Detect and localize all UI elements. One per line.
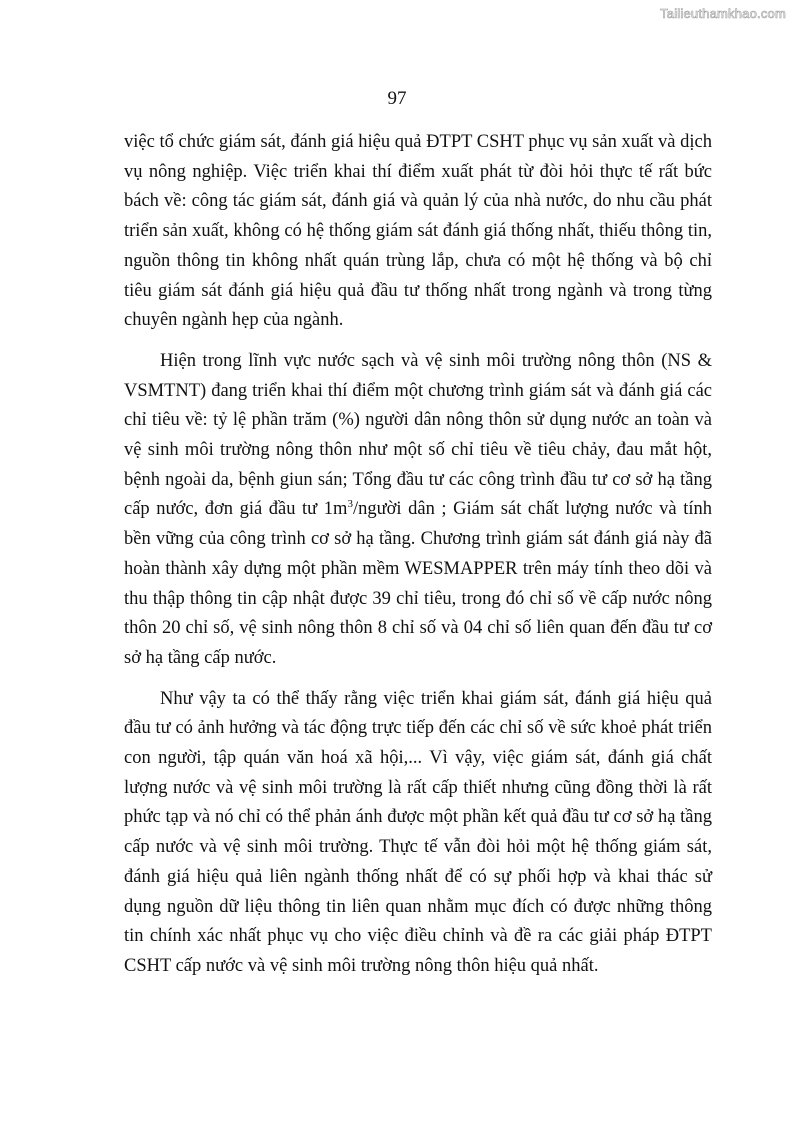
paragraph-1: việc tổ chức giám sát, đánh giá hiệu quả ĐTPT CSHT phục vụ sản xuất và dịch vụ nông nghiệp. Việc triển khai thí điểm xuất phát từ đòi hỏi thực tế rất bức bách về: công tác giám sát, đánh giá và quản lý của nhà nước, do nhu cầu phát triển sản xuất, không có hệ thống giám sát đánh giá thống nhất, thiếu thông tin, nguồn thông tin không nhất quán trùng lắp, chưa có một hệ thống và bộ chỉ tiêu giám sát đánh giá hiệu quả đầu tư thống nhất trong ngành và trong từng chuyên ngành hẹp của ngành. [124, 132, 712, 331]
paragraph-3: Như vậy ta có thể thấy rằng việc triển khai giám sát, đánh giá hiệu quả đầu tư có ảnh hưởng và tác động trực tiếp đến các chỉ số về sức khoẻ phát triển con người, tập quán văn hoá xã hội,... Vì vậy, việc giám sát, đánh giá chất lượng nước và vệ sinh môi trường là rất cấp thiết nhưng cũng đồng thời là rất phức tạp và nó chỉ có thể phản ánh được một phần kết quả đầu tư cơ sở hạ tầng cấp nước và vệ sinh môi trường. Thực tế vẫn đòi hỏi một hệ thống giám sát, đánh giá hiệu quả liên ngành thống nhất để có sự phối hợp và khai thác sử dụng nguồn dữ liệu thông tin liên quan nhằm mục đích có được những thông tin chính xác nhất phục vụ cho việc điều chỉnh và đề ra các giải pháp ĐTPT CSHT cấp nước và vệ sinh môi trường nông thôn hiệu quả nhất. [124, 688, 712, 976]
source-watermark: Tailieuthamkhao.com [660, 6, 786, 21]
paragraph-2-text-b: /người dân ; Giám sát chất lượng nước và tính bền vững của công trình cơ sở hạ tầng. Chương trình giám sát đánh giá này đã hoàn thành xây dựng một phần mềm WESMAPPER trên máy tính theo dõi và thu thập thông tin cập nhật được 39 chỉ tiêu, trong đó chỉ số về cấp nước nông thôn 20 chỉ số, vệ sinh nông thôn 8 chỉ số và 04 chỉ số liên quan đến đầu tư cơ sở hạ tầng cấp nước. [124, 499, 712, 668]
paragraph-2 [124, 347, 712, 674]
page-number: 97 [387, 88, 407, 109]
cubic-superscript: 3 [347, 498, 353, 511]
paragraph-2-text-a: Hiện trong lĩnh vực nước sạch và vệ sinh môi trường nông thôn (NS & VSMTNT) đang triển khai thí điểm một chương trình giám sát và đánh giá các chỉ tiêu về: tỷ lệ phần trăm (%) người dân nông thôn sử dụng nước an toàn và vệ sinh môi trường nông thôn như một số chỉ tiêu về tiêu chảy, đau mắt hột, bệnh ngoài da, bệnh giun sán; Tổng đầu tư các công trình đầu tư cơ sở hạ tầng cấp nước, đơn giá đầu tư 1m [124, 350, 712, 520]
document-body [124, 128, 712, 982]
